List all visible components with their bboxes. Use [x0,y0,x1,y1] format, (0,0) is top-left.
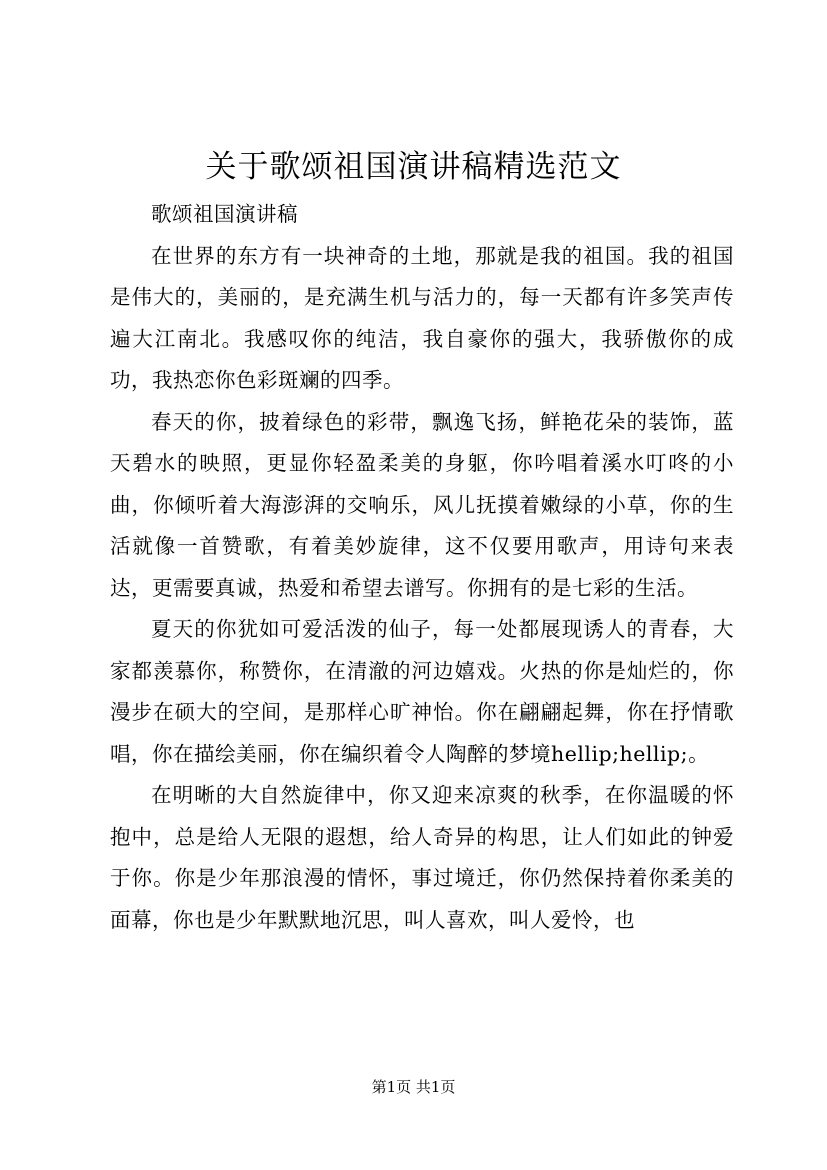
document-title: 关于歌颂祖国演讲稿精选范文 [205,149,622,185]
document-body [110,194,734,941]
paragraph-2: 春天的你，披着绿色的彩带，飘逸飞扬，鲜艳花朵的装饰，蓝天碧水的映照，更显你轻盈柔美的身躯，你吟唱着溪水叮咚的小曲，你倾听着大海澎湃的交响乐，风儿抚摸着嫩绿的小草，你的生活就像一首赞歌，有着美妙旋律，这不仅要用歌声，用诗句来表达，更需要真诚，热爱和希望去谱写。你拥有的是七彩的生活。 [110,409,734,600]
paragraph-4: 在明晰的大自然旋律中，你又迎来凉爽的秋季，在你温暖的怀抱中，总是给人无限的遐想，给人奇异的构思，让人们如此的钟爱于你。你是少年那浪漫的情怀，事过境迁，你仍然保持着你柔美的面幕，你也是少年默默地沉思，叫人喜欢，叫人爱怜，也 [110,783,734,932]
document-subtitle: 歌颂祖国演讲稿 [151,202,298,226]
page-footer: 第1页 共1页 [371,1078,456,1096]
paragraph-1: 在世界的东方有一块神奇的土地，那就是我的祖国。我的祖国是伟大的，美丽的，是充满生机与活力的，每一天都有许多笑声传遍大江南北。我感叹你的纯洁，我自豪你的强大，我骄傲你的成功，我热恋你色彩斑斓的四季。 [110,243,734,392]
paragraph-3: 夏天的你犹如可爱活泼的仙子，每一处都展现诱人的青春，大家都羡慕你，称赞你，在清澈的河边嬉戏。火热的你是灿烂的，你漫步在硕大的空间，是那样心旷神怡。你在翩翩起舞，你在抒情歌唱，你在描绘美丽，你在编织着令人陶醉的梦境hellip;hellip;。 [110,617,734,766]
